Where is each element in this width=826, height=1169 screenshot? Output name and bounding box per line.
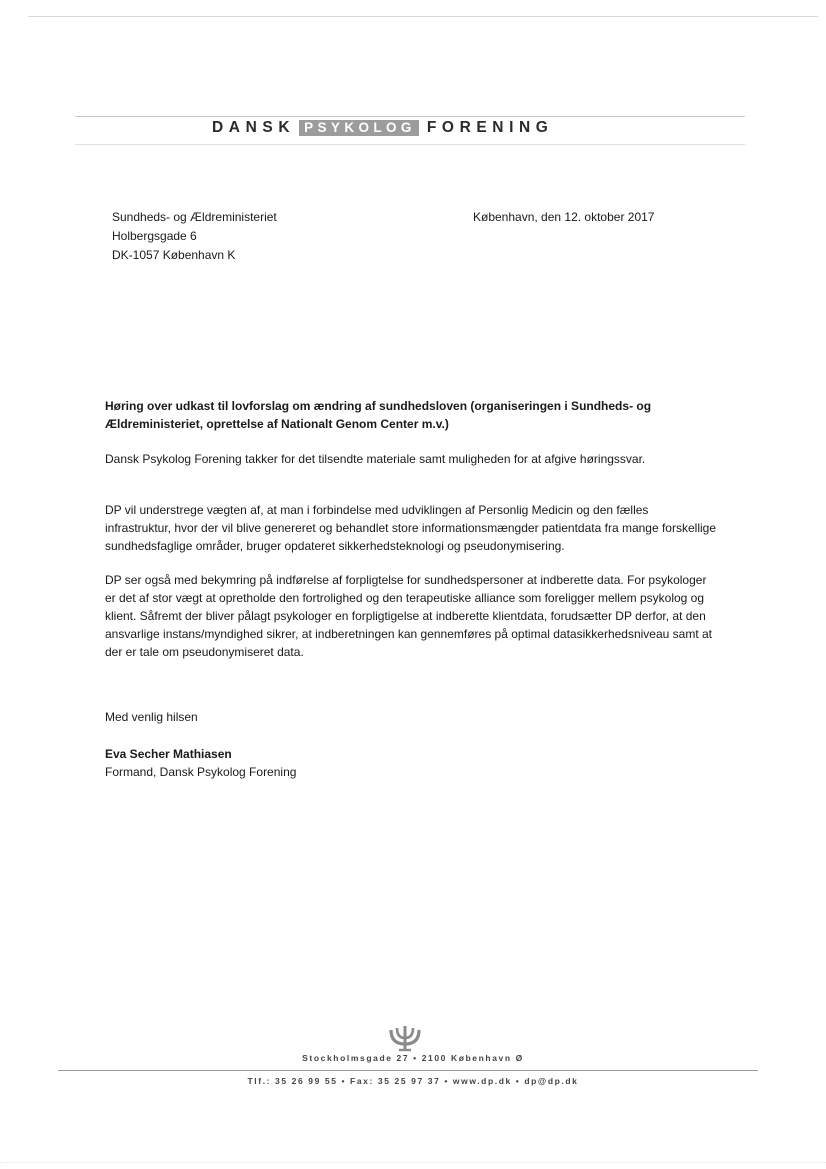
scan-edge-line bbox=[28, 16, 818, 17]
brand-word-left: DANSK bbox=[212, 119, 296, 136]
signature-name: Eva Secher Mathiasen bbox=[105, 747, 232, 761]
header-rule-bottom bbox=[75, 144, 745, 145]
letterhead-brand bbox=[212, 119, 553, 137]
footer-address: Stockholmsgade 27 • 2100 København Ø bbox=[302, 1053, 524, 1063]
letter-subject: Høring over udkast til lovforslag om ændring af sundhedsloven (organiseringen i Sundheds- og Ældreministeriet, oprettelse af Nationalt Genom Center m.v.) bbox=[105, 399, 652, 431]
header-rule-top bbox=[75, 116, 745, 117]
signature-title: Formand, Dansk Psykolog Forening bbox=[105, 765, 297, 779]
recipient-line-1: Sundheds- og Ældreministeriet bbox=[112, 210, 277, 224]
letter-date: København, den 12. oktober 2017 bbox=[473, 210, 655, 224]
recipient-line-2: Holbergsgade 6 bbox=[112, 229, 197, 243]
body-paragraph-1: Dansk Psykolog Forening takker for det tilsendte materiale samt muligheden for at afgive høringssvar. bbox=[105, 452, 646, 466]
footer-contact: Tlf.: 35 26 99 55 • Fax: 35 25 97 37 • www.dp.dk • dp@dp.dk bbox=[247, 1076, 579, 1086]
closing-greeting: Med venlig hilsen bbox=[105, 710, 198, 724]
brand-word-right: FORENING bbox=[426, 119, 554, 136]
recipient-address bbox=[112, 208, 277, 265]
body-paragraph-2: DP vil understrege vægten af, at man i forbindelse med udviklingen af Personlig Medicin og den fælles infrastruktur, hvor der vil blive genereret og behandlet store informationsmængder patientdata fra mange forskellige sundhedsfaglige områder, bruger opdateret sikkerhedsteknologi og pseudonymisering. bbox=[105, 503, 716, 553]
brand-word-middle: PSYKOLOG bbox=[299, 120, 419, 136]
recipient-line-3: DK-1057 København K bbox=[112, 248, 236, 262]
scan-edge-bottom bbox=[0, 1162, 826, 1163]
dp-logo-icon bbox=[387, 1024, 423, 1052]
footer-rule bbox=[58, 1070, 758, 1071]
body-paragraph-3: DP ser også med bekymring på indførelse af forpligtelse for sundhedspersoner at indberette data. For psykologer er det af stor vægt at opretholde den fortrolighed og den terapeutiske alliance som foreligger mellem psykolog og klient. Såfremt der bliver pålagt psykologer en forpligtigelse at indberette klientdata, forudsætter DP derfor, at den ansvarlige instans/myndighed sikrer, at indberetningen kan gennemføres på optimal datasikkerhedsniveau samt at der er tale om pseudonymiseret data. bbox=[105, 573, 713, 659]
